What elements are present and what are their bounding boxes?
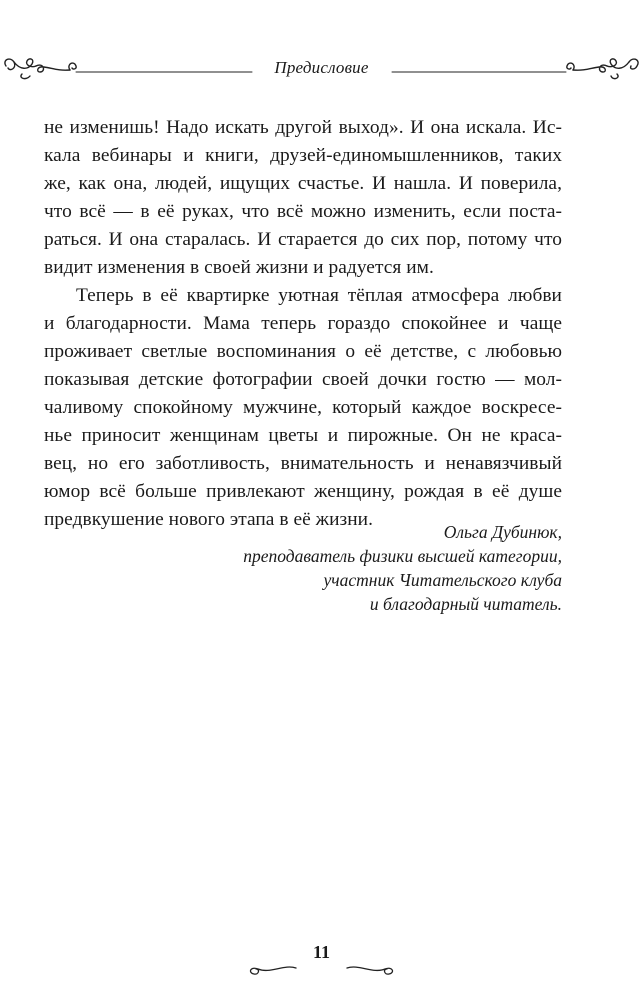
text-line: Теперь в её квартирке уютная тёплая атмосфера любви <box>76 285 562 306</box>
text-line: видит изменения в своей жизни и радуется им. <box>44 257 434 278</box>
signature-name: Ольга Дубинюк, <box>443 522 562 542</box>
text-line: же, как она, людей, ищущих счастье. И нашла. И поверила, <box>44 173 562 194</box>
body-text <box>44 114 562 534</box>
text-line: раться. И она старалась. И старается до сих пор, потому что <box>44 229 562 250</box>
page-number: 11 <box>312 942 330 962</box>
signature-club: участник Читательского клуба <box>323 570 562 590</box>
text-line: кала вебинары и книги, друзей-единомышленников, таких <box>44 145 562 166</box>
text-line: показывая детские фотографии своей дочки гостю — мол- <box>44 369 562 390</box>
text-line: нье приносит женщинам цветы и пирожные. Он не краса- <box>44 425 562 446</box>
running-header-title: Предисловие <box>274 58 369 77</box>
text-line: что всё — в её руках, что всё можно изменить, если поста- <box>44 201 562 222</box>
signature-title: преподаватель физики высшей категории, <box>243 546 562 566</box>
signature-block <box>243 520 562 616</box>
paragraph-2 <box>44 282 562 534</box>
text-line: и благодарности. Мама теперь гораздо спокойнее и чаще <box>44 313 562 334</box>
text-line: чаливому спокойному мужчине, который каждое воскресе- <box>44 397 562 418</box>
signature-reader: и благодарный читатель. <box>369 594 562 614</box>
page-footer <box>0 938 643 982</box>
text-line: вец, но его заботливость, внимательность и ненавязчивый <box>44 453 562 474</box>
paragraph-1 <box>44 114 562 282</box>
text-line: не изменишь! Надо искать другой выход». И она искала. Ис- <box>44 117 562 138</box>
text-line: предвкушение нового этапа в её жизни. <box>44 509 373 530</box>
text-line: юмор всё больше привлекают женщину, рождая в её душе <box>44 481 562 502</box>
running-header <box>0 48 643 88</box>
text-line: проживает светлые воспоминания о её детстве, с любовью <box>44 341 562 362</box>
